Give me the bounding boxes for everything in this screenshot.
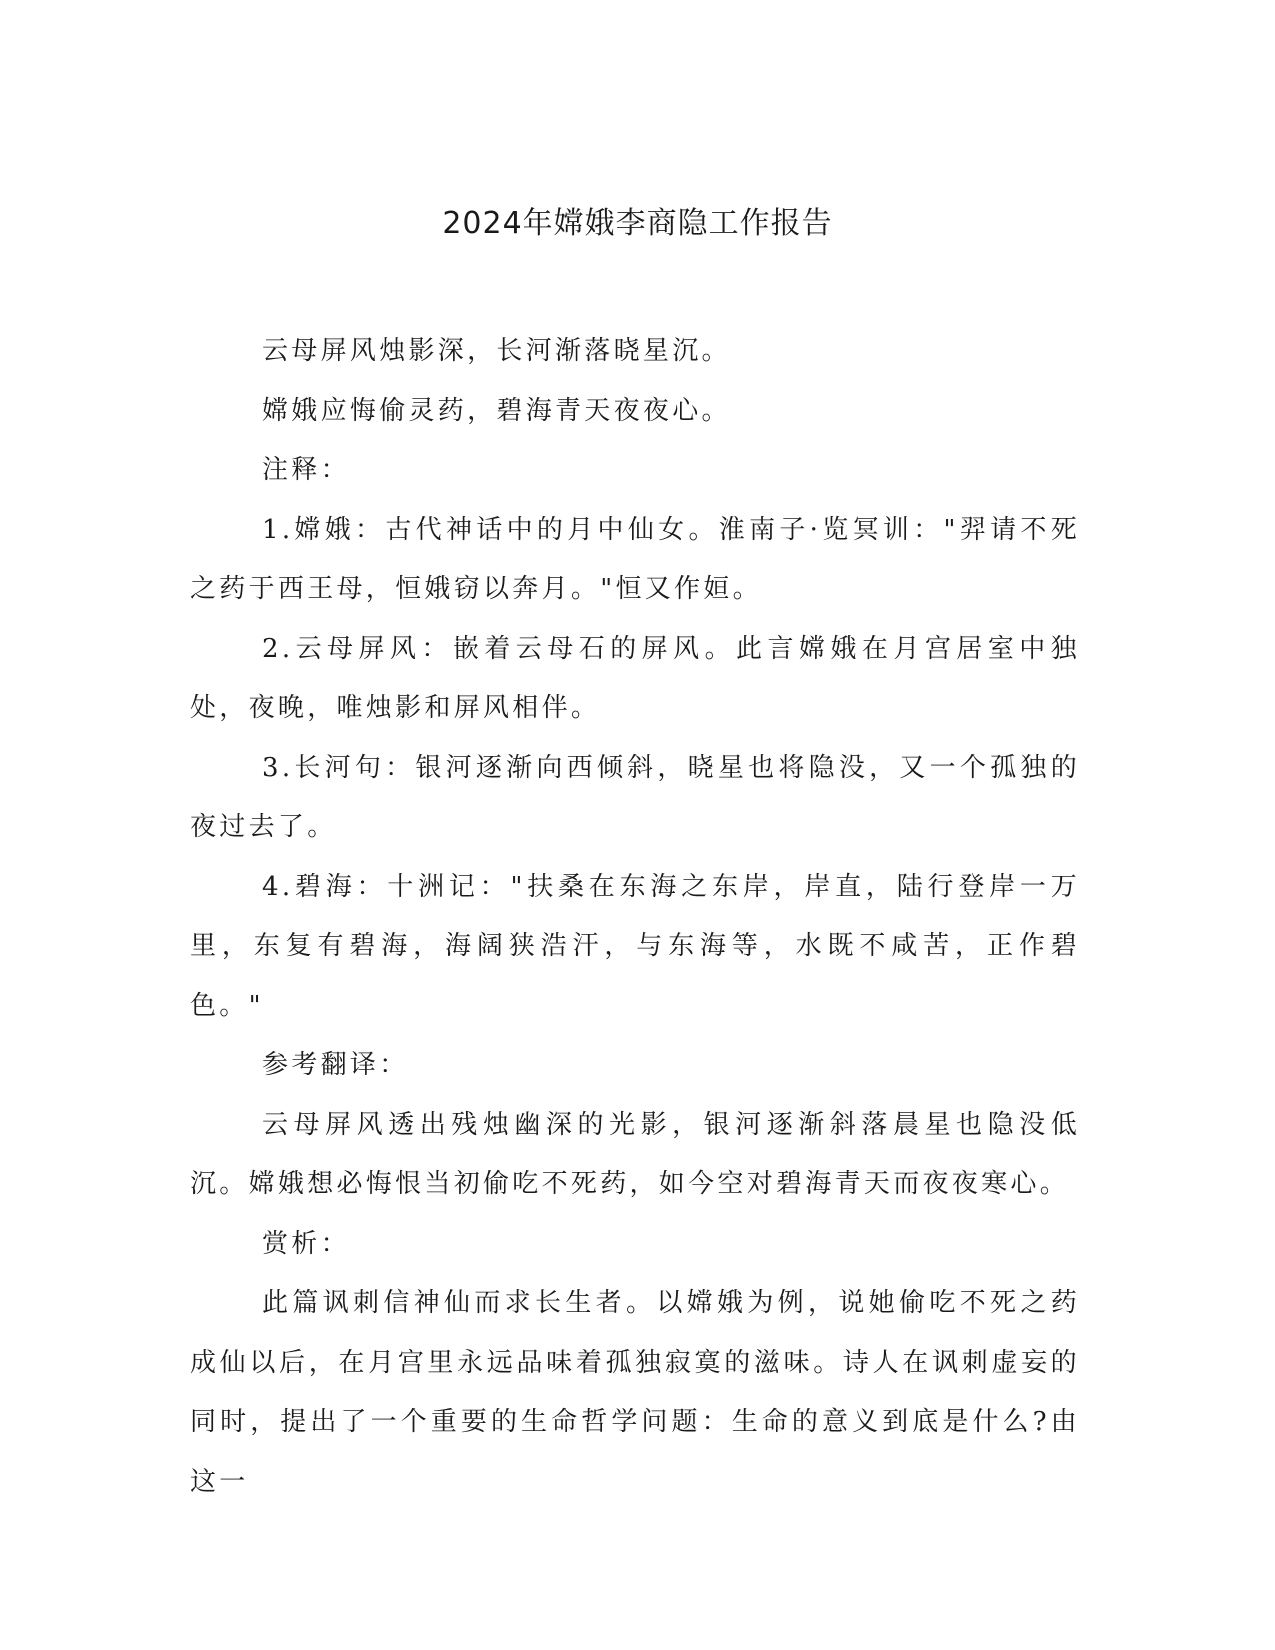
translation-heading: 参考翻译： <box>262 1050 409 1080</box>
note-1: 1.嫦娥：古代神话中的月中仙女。淮南子·览冥训："羿请不死之药于西王母，恒娥窃以奔月。"恒又作姮。 <box>190 514 1080 604</box>
note-3: 3.长河句：银河逐渐向西倾斜，晓星也将隐没，又一个孤独的夜过去了。 <box>190 752 1080 842</box>
notes-heading: 注释： <box>262 455 350 485</box>
document-title: 2024年嫦娥李商隐工作报告 <box>442 206 833 241</box>
poem-line-2: 嫦娥应悔偷灵药，碧海青天夜夜心。 <box>262 395 731 426</box>
appreciation-heading: 赏析： <box>262 1228 350 1259</box>
note-2: 2.云母屏风：嵌着云母石的屏风。此言嫦娥在月宫居室中独处，夜晚，唯烛影和屏风相伴。 <box>190 633 1080 723</box>
poem-line-1: 云母屏风烛影深，长河渐落晓星沉。 <box>262 336 731 366</box>
appreciation-text: 此篇讽刺信神仙而求长生者。以嫦娥为例，说她偷吃不死之药成仙以后，在月宫里永远品味着孤独寂寞的滋味。诗人在讽刺虚妄的同时，提出了一个重要的生命哲学问题：生命的意义到底是什么?由这一 <box>190 1288 1080 1497</box>
translation-text: 云母屏风透出残烛幽深的光影，银河逐渐斜落晨星也隐没低沉。嫦娥想必悔恨当初偷吃不死药，如今空对碧海青天而夜夜寒心。 <box>190 1109 1080 1199</box>
document-body <box>190 322 1080 1512</box>
note-4: 4.碧海：十洲记："扶桑在东海之东岸，岸直，陆行登岸一万里，东复有碧海，海阔狭浩汗，与东海等，水既不咸苦，正作碧色。" <box>190 871 1080 1021</box>
